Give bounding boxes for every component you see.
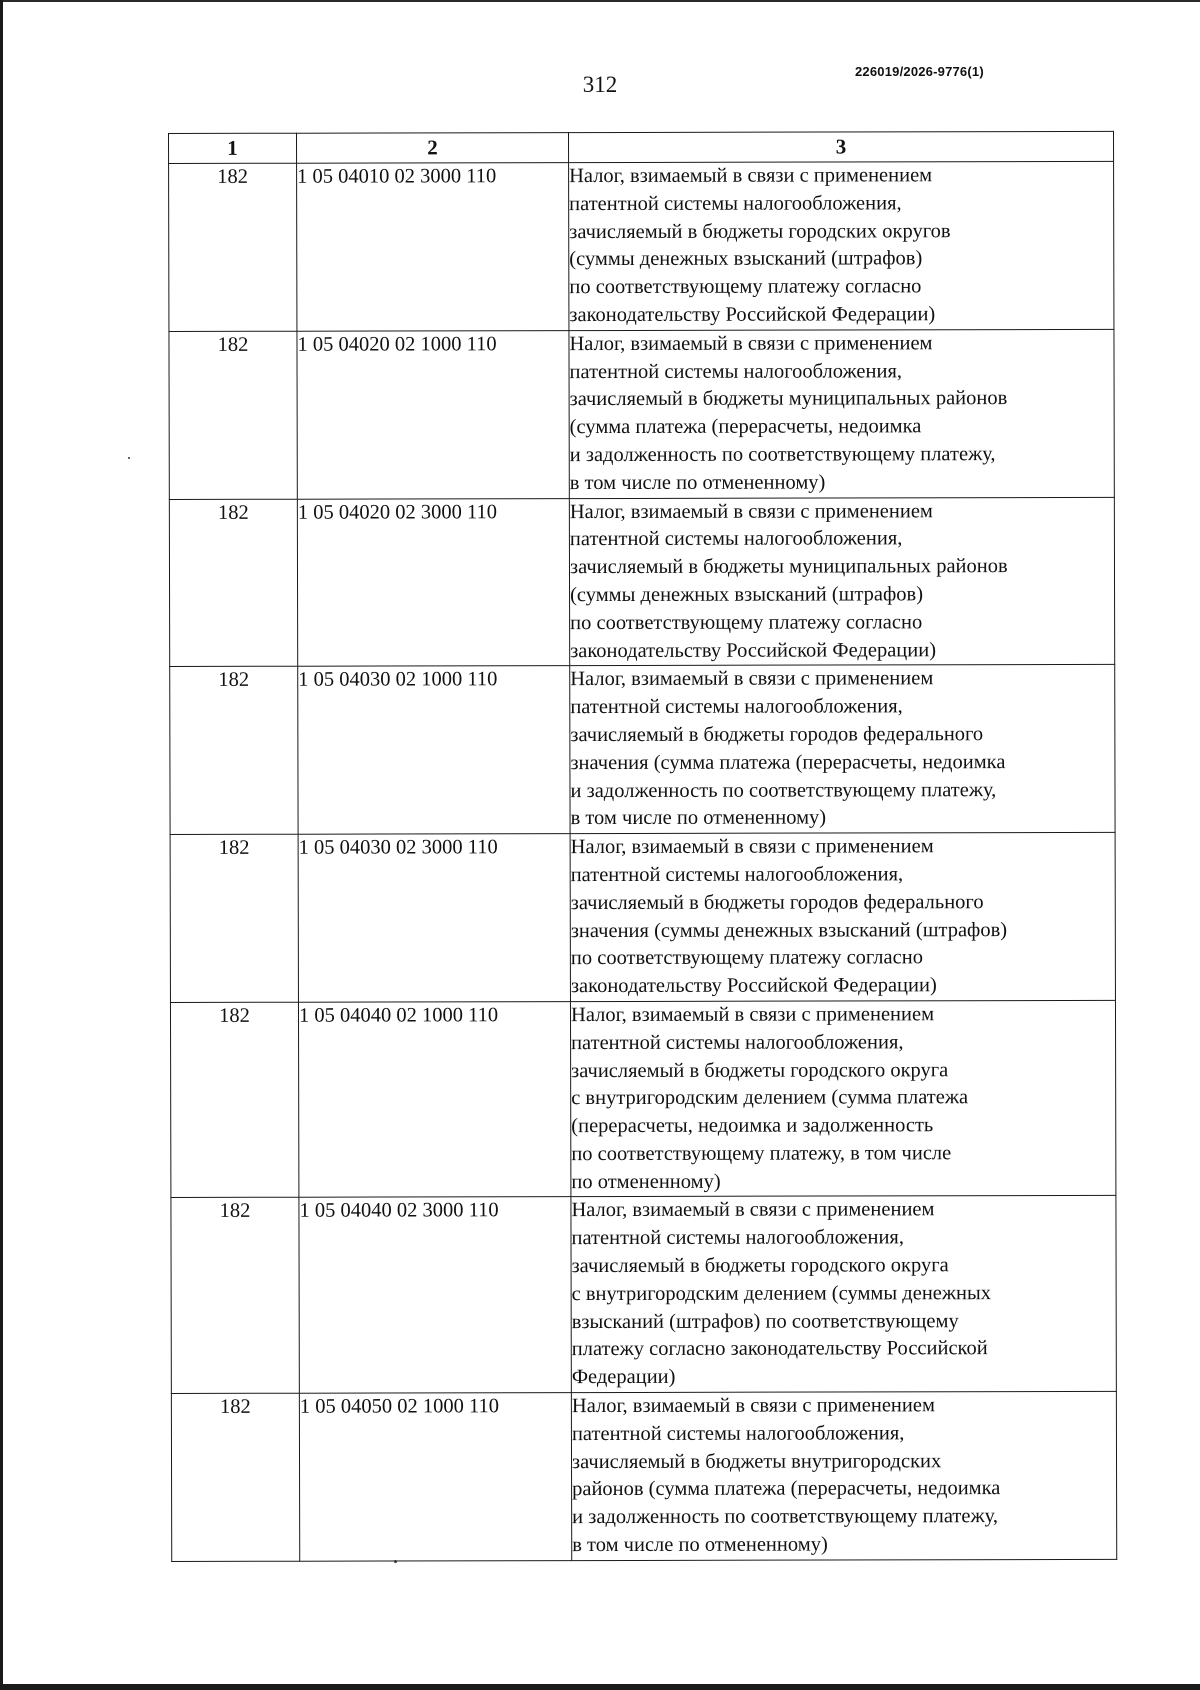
- description-line: (перерасчеты, недоимка и задолженность: [571, 1114, 934, 1138]
- table-header-row: [169, 131, 1114, 163]
- description-line: патентной системы налогообложения,: [569, 192, 902, 215]
- admin-code-cell: 182: [171, 1198, 299, 1394]
- description-line: районов (сумма платежа (перерасчеты, недоимка: [572, 1477, 1001, 1501]
- table-row: [170, 832, 1115, 1002]
- description-line: Налог, взимаемый в связи с применением: [569, 499, 933, 523]
- admin-code-cell: 182: [170, 667, 298, 835]
- budget-classification-code-cell: 1 05 04030 02 1000 110: [298, 666, 570, 834]
- budget-classification-code-cell: 1 05 04040 02 3000 110: [299, 1197, 571, 1393]
- description-line: значения (суммы денежных взысканий (штрафов): [570, 918, 1008, 942]
- description-line: с внутригородским делением (сумма платежа: [571, 1086, 969, 1110]
- revenue-description-cell: [569, 497, 1114, 666]
- table-row: [171, 1391, 1116, 1561]
- table-body: [169, 161, 1117, 1561]
- budget-classification-code-cell: 1 05 04010 02 3000 110: [297, 163, 569, 331]
- admin-code-cell: 182: [170, 834, 298, 1002]
- description-line: (суммы денежных взысканий (штрафов): [569, 247, 923, 271]
- description-line: по соответствующему платежу согласно: [570, 946, 923, 970]
- revenue-description-cell: [570, 1000, 1115, 1197]
- admin-code-cell: 182: [169, 331, 297, 499]
- description-line: Федерации): [571, 1366, 676, 1389]
- page-number: 312: [582, 72, 618, 97]
- description-line: с внутригородским делением (суммы денежных: [571, 1282, 992, 1305]
- description-line: (суммы денежных взысканий (штрафов): [570, 583, 924, 607]
- budget-codes-table-container: [168, 131, 1116, 1562]
- revenue-description-cell: [569, 329, 1114, 498]
- budget-classification-code-cell: 1 05 04020 02 1000 110: [297, 330, 569, 498]
- table-row: [170, 665, 1115, 835]
- table-row: [169, 329, 1114, 499]
- description-line: в том числе по отмененному): [572, 1533, 828, 1557]
- description-line: зачисляемый в бюджеты муниципальных районов: [569, 387, 1008, 411]
- description-line: патентной системы налогообложения,: [571, 1226, 904, 1250]
- description-line: по соответствующему платежу согласно: [570, 611, 923, 634]
- budget-codes-table: [168, 131, 1117, 1562]
- description-line: в том числе по отмененному): [569, 471, 826, 494]
- description-line: в том числе по отмененному): [570, 806, 827, 830]
- revenue-description-cell: [570, 665, 1115, 834]
- description-line: патентной системы налогообложения,: [571, 1422, 905, 1445]
- table-row: [169, 497, 1114, 667]
- description-line: зачисляемый в бюджеты городского округа: [571, 1058, 949, 1082]
- description-line: законодательству Российской Федерации): [569, 303, 936, 327]
- description-line: Налог, взимаемый в связи с применением: [571, 1394, 935, 1418]
- description-line: зачисляемый в бюджеты внутригородских: [571, 1449, 942, 1473]
- description-line: по соответствующему платежу, в том числе: [571, 1142, 952, 1165]
- description-line: законодательству Российской Федерации): [570, 974, 937, 998]
- description-line: зачисляемый в бюджеты городов федерального: [570, 890, 984, 914]
- budget-classification-code-cell: 1 05 04030 02 3000 110: [298, 834, 570, 1002]
- description-line: и задолженность по соответствующему платежу,: [572, 1505, 998, 1529]
- description-line: патентной системы налогообложения,: [569, 527, 903, 551]
- budget-classification-code-cell: 1 05 04050 02 1000 110: [299, 1393, 571, 1561]
- description-line: Налог, взимаемый в связи с применением: [570, 1003, 935, 1026]
- table-row: [171, 1196, 1116, 1394]
- description-line: Налог, взимаемый в связи с применением: [570, 835, 934, 859]
- column-header-2: 2: [297, 133, 569, 164]
- description-line: Налог, взимаемый в связи с применением: [571, 1198, 935, 1222]
- column-header-1: 1: [169, 133, 297, 163]
- column-header-3: 3: [569, 131, 1114, 162]
- description-line: зачисляемый в бюджеты городов федерального: [570, 723, 984, 747]
- description-line: патентной системы налогообложения,: [569, 359, 903, 383]
- revenue-description-cell: [569, 161, 1114, 330]
- description-line: Налог, взимаемый в связи с применением: [570, 667, 934, 691]
- scan-edge-top: [0, 0, 1200, 2]
- admin-code-cell: 182: [171, 1393, 299, 1561]
- admin-code-cell: 182: [170, 1002, 298, 1198]
- budget-classification-code-cell: 1 05 04040 02 1000 110: [298, 1001, 570, 1197]
- description-line: по отмененному): [571, 1170, 721, 1193]
- revenue-description-cell: [571, 1196, 1116, 1393]
- scan-speck: [128, 457, 130, 459]
- description-line: значения (сумма платежа (перерасчеты, недоимка: [570, 750, 1006, 774]
- scan-speck: [394, 1560, 397, 1563]
- description-line: зачисляемый в бюджеты городского округа: [571, 1254, 949, 1278]
- description-line: и задолженность по соответствующему платежу,: [570, 778, 997, 802]
- description-line: патентной системы налогообложения,: [571, 1031, 904, 1054]
- description-line: по соответствующему платежу согласно: [569, 275, 922, 299]
- description-line: законодательству Российской Федерации): [570, 638, 937, 662]
- description-line: зачисляемый в бюджеты муниципальных районов: [569, 555, 1008, 579]
- budget-classification-code-cell: 1 05 04020 02 3000 110: [297, 498, 569, 666]
- table-row: [169, 161, 1114, 331]
- scan-edge-left: [0, 0, 3, 1690]
- revenue-description-cell: [571, 1391, 1116, 1560]
- revenue-description-cell: [570, 832, 1115, 1001]
- document-registration-stamp: 226019/2026-9776(1): [855, 64, 984, 79]
- description-line: патентной системы налогообложения,: [570, 863, 904, 887]
- table-row: [170, 1000, 1115, 1198]
- description-line: и задолженность по соответствующему платежу,: [569, 443, 996, 467]
- admin-code-cell: 182: [169, 163, 297, 331]
- description-line: платежу согласно законодательству Российской: [571, 1337, 988, 1361]
- description-line: взысканий (штрафов) по соответствующему: [571, 1309, 959, 1333]
- description-line: Налог, взимаемый в связи с применением: [569, 164, 933, 188]
- description-line: Налог, взимаемый в связи с применением: [569, 332, 933, 355]
- description-line: патентной системы налогообложения,: [570, 695, 903, 719]
- description-line: (сумма платежа (перерасчеты, недоимка: [569, 415, 922, 439]
- admin-code-cell: 182: [169, 499, 297, 667]
- description-line: зачисляемый в бюджеты городских округов: [569, 219, 951, 243]
- scan-edge-bottom: [0, 1684, 1200, 1690]
